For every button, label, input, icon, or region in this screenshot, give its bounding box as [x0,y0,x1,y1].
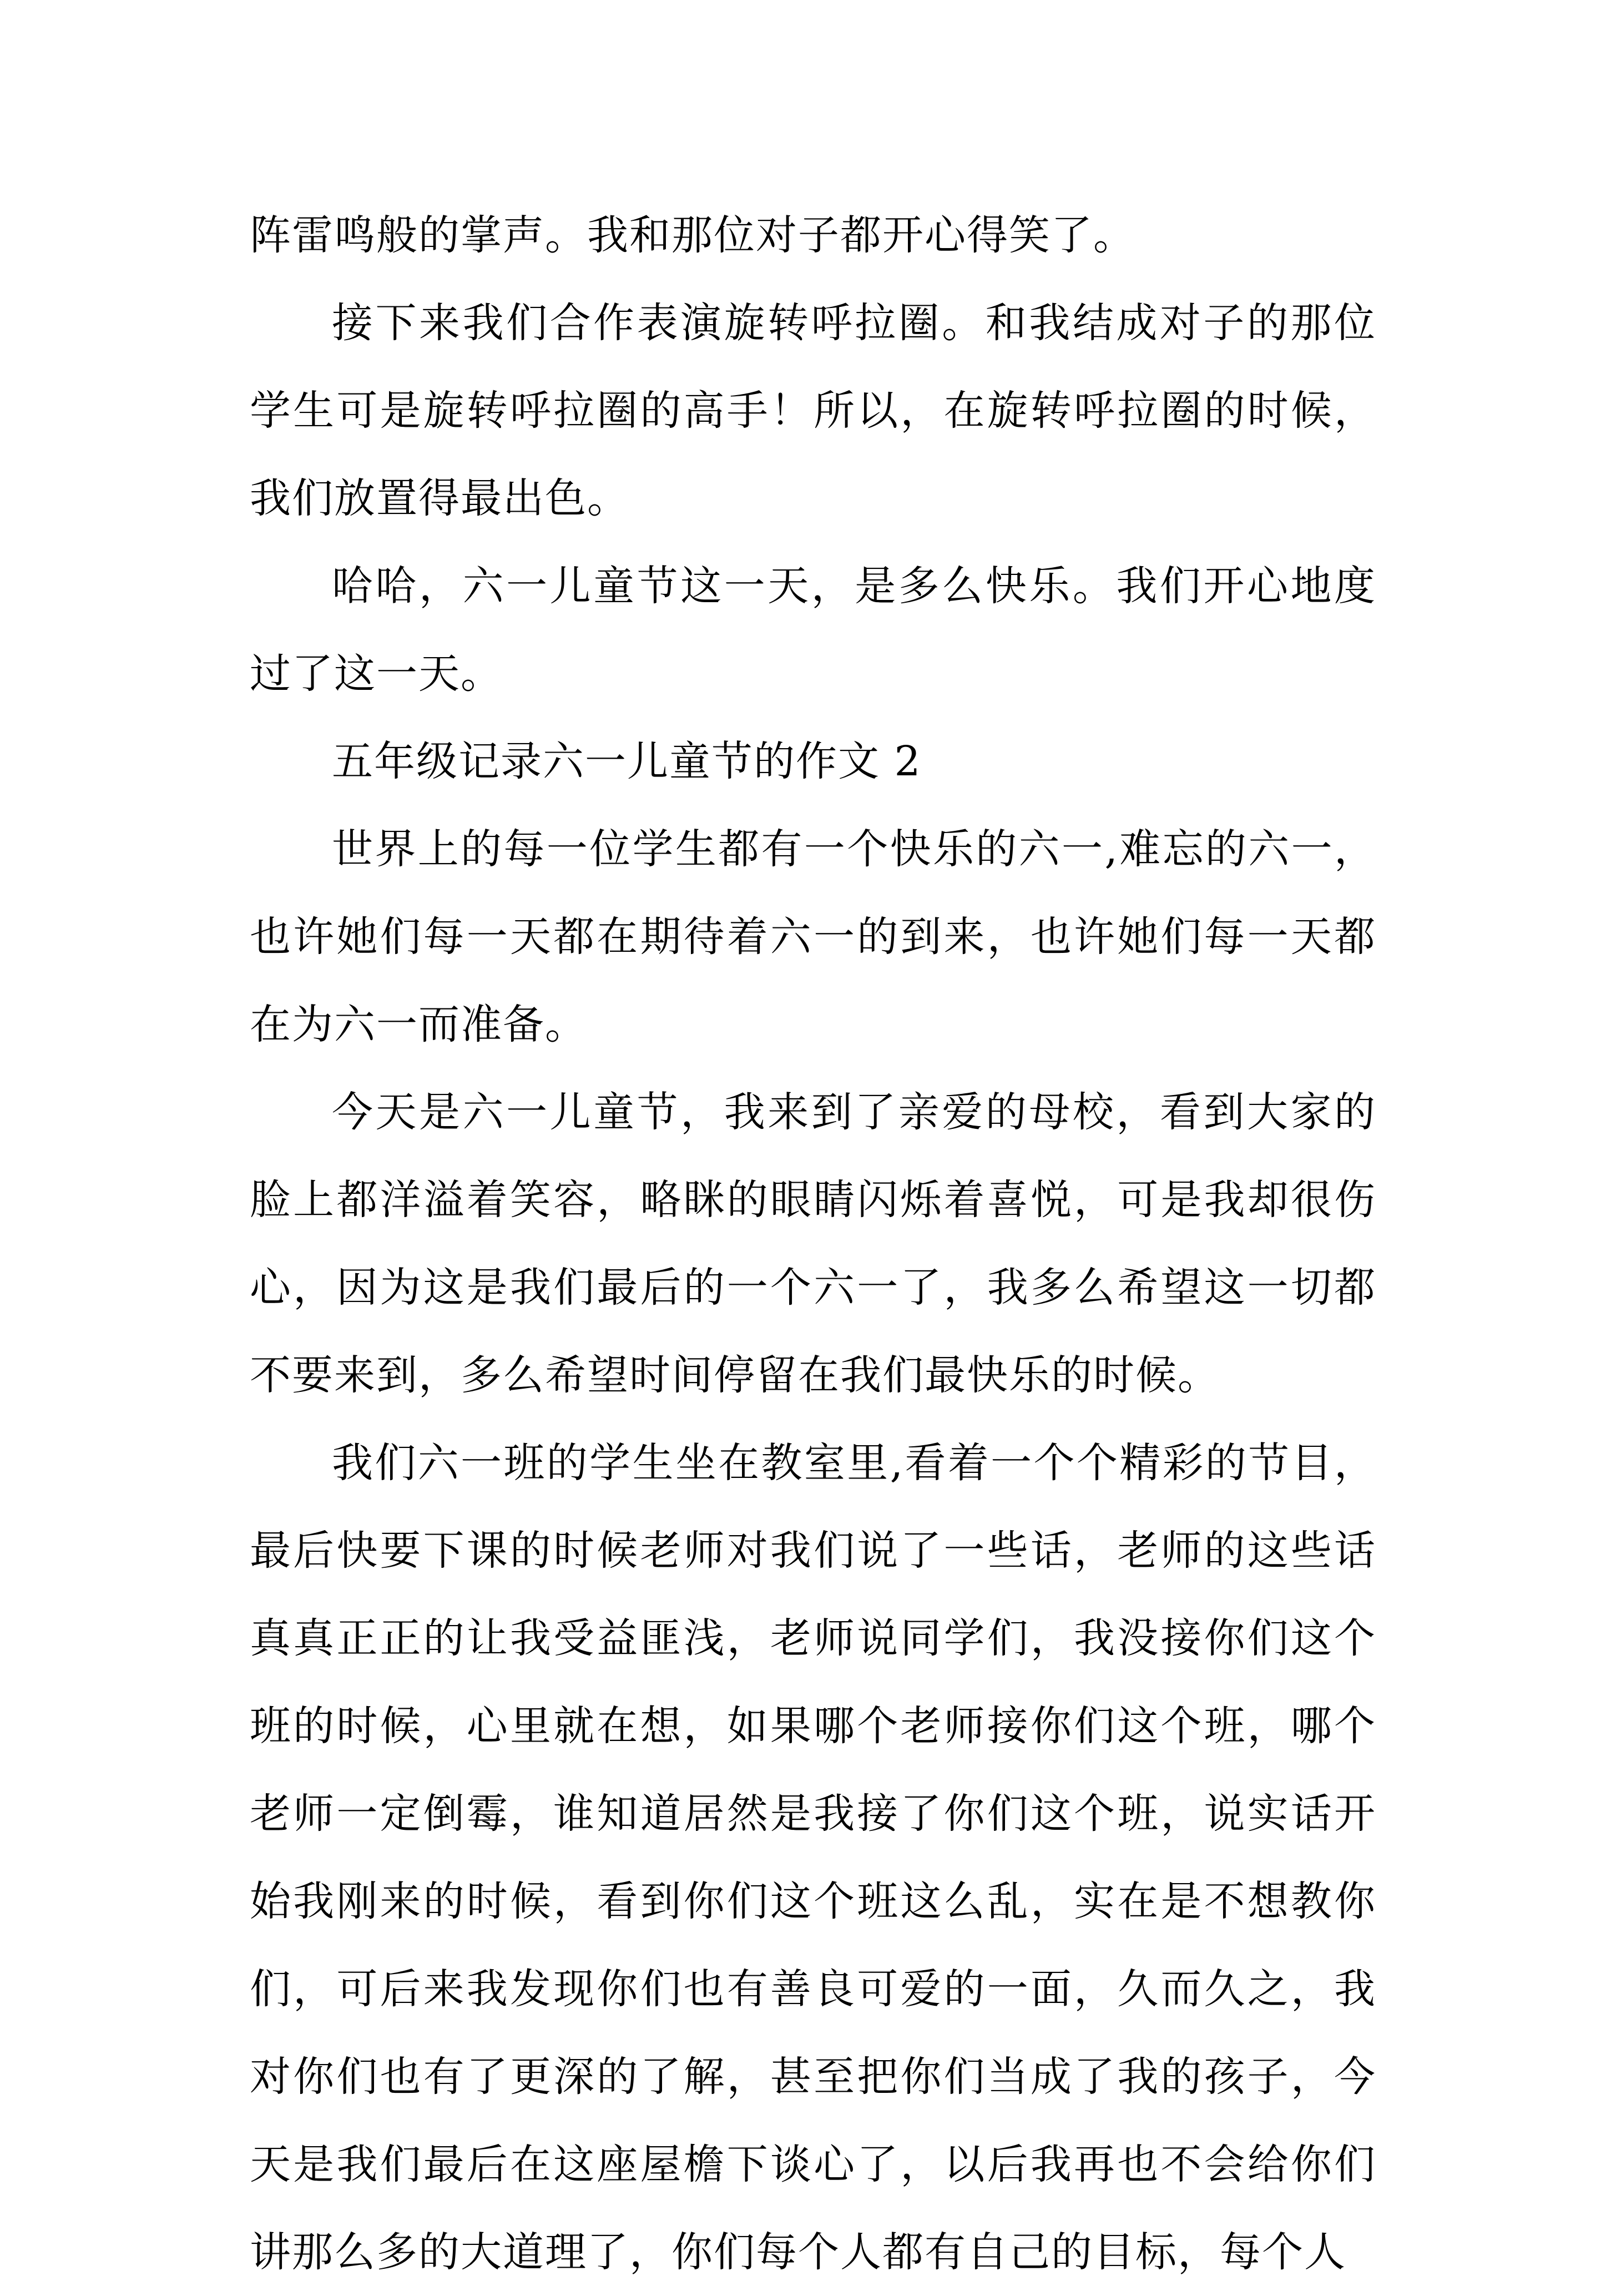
section-heading: 五年级记录六一儿童节的作文 2 [332,738,922,785]
paragraph-4: 世界上的每一位学生都有一个快乐的六一,难忘的六一，也许她们每一天都在期待着六一的到来，也许她们每一天都在为六一而准备。 [250,825,1376,1048]
paragraph-6: 我们六一班的学生坐在教室里,看着一个个精彩的节目，最后快要下课的时候老师对我们说了一些话，老师的这些话真真正正的让我受益匪浅，老师说同学们，我没接你们这个班的时候，心里就在想，如果哪个老师接你们这个班，哪个老师一定倒霉，谁知道居然是我接了你们这个班，说实话开始我刚来的时候，看到你们这个班这么乱，实在是不想教你们，可后来我发现你们也有善良可爱的一面，久而久之，我对你们也有了更深的了解，甚至把你们当成了我的孩子，今天是我们最后在这座屋檐下谈心了，以后我再也不会给你们讲那么多的大道理了，你们每个人都有自己的目标，每个人 [250,1439,1376,2276]
document-body [250,191,1376,2296]
paragraph-3: 哈哈，六一儿童节这一天，是多么快乐。我们开心地度过了这一天。 [250,562,1376,698]
paragraph-5: 今天是六一儿童节，我来到了亲爱的母校，看到大家的脸上都洋溢着笑容，略眯的眼睛闪烁着喜悦，可是我却很伤心，因为这是我们最后的一个六一了，我多么希望这一切都不要来到，多么希望时间停留在我们最快乐的时候。 [250,1088,1376,1399]
paragraph-1: 阵雷鸣般的掌声。我和那位对子都开心得笑了。 [250,211,1135,259]
paragraph-2: 接下来我们合作表演旋转呼拉圈。和我结成对子的那位学生可是旋转呼拉圈的高手！所以，在旋转呼拉圈的时候，我们放置得最出色。 [250,299,1376,522]
